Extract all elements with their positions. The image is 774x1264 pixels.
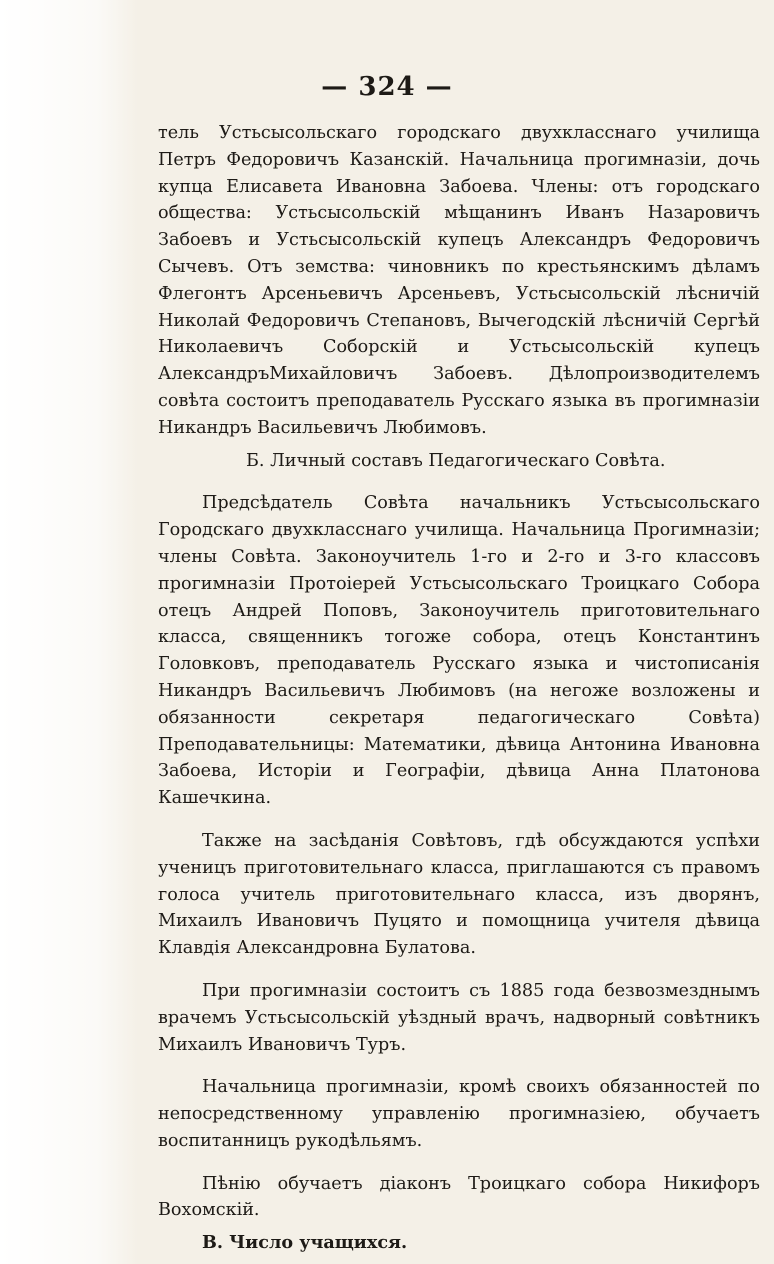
document-body xyxy=(158,120,760,1257)
paragraph-headmistress: Начальница прогимназіи, кромѣ своихъ обязанностей по непосредственному управленію прогимназіею, обучаетъ воспитанницъ рукодѣльямъ. xyxy=(158,1077,760,1151)
section-heading-b: Б. Личный составъ Педагогическаго Совѣта. xyxy=(246,450,666,471)
paragraph-pedagogical-council: Предсѣдатель Совѣта начальникъ Устьсысольскаго Городскаго двухкласснаго училища. Начальница Прогимназіи; члены Совѣта. Законоучитель 1-го и 2-го и 3-го классовъ прогимназіи Протоіерей Устьсысольскаго Троицкаго Собора отецъ Андрей Поповъ, Законоучитель приготовительнаго класса, священникъ тогоже собора, отецъ Константинъ Головковъ, преподаватель Русскаго языка и чистописанія Никандръ Васильевичъ Любимовъ (на негоже возложены и обязанности секретаря педагогическаго Совѣта) Преподавательницы: Математики, дѣвица Антонина Ивановна Забоева, Исторіи и Географіи, дѣвица Анна Платонова Кашечкина. xyxy=(158,493,760,809)
paragraph-meetings: Также на засѣданія Совѣтовъ, гдѣ обсуждаются успѣхи ученицъ приготовительнаго класса, приглашаются съ правомъ голоса учитель приготовительнаго класса, изъ дворянъ, Михаилъ Ивановичъ Пуцято и помощница учителя дѣвица Клавдія Александровна Булатова. xyxy=(158,830,760,959)
paragraph-singing: Пѣнію обучаетъ діаконъ Троицкаго собора Никифоръ Вохомскій. xyxy=(158,1173,760,1221)
paragraph-council-members: тель Устьсысольскаго городскаго двухкласснаго училища Петръ Федоровичъ Казанскій. Начальница прогимназіи, дочь купца Елисавета Ивановна Забоева. Члены: отъ городскаго общества: Устьсысольскій мѣщанинъ Иванъ Назаровичъ Забоевъ и Устьсысольскій купецъ Александръ Федоровичъ Сычевъ. Отъ земства: чиновникъ по крестьянскимъ дѣламъ Флегонтъ Арсеньевичъ Арсеньевъ, Устьсысольскій лѣсничій Николай Федоровичъ Степановъ, Вычегодскій лѣсничій Сергѣй Николаевичъ Соборскій и Устьсысольскій купецъ АлександръМихайловичъ Забоевъ. Дѣлопроизводителемъ совѣта состоитъ преподаватель Русскаго языка въ прогимназіи Никандръ Васильевичъ Любимовъ. xyxy=(158,123,760,438)
section-heading-v: В. Число учащихся. xyxy=(202,1232,408,1254)
page-margin xyxy=(0,0,138,1264)
page-number: — 324 — xyxy=(321,72,453,102)
paragraph-doctor: При прогимназіи состоитъ съ 1885 года безвозмезднымъ врачемъ Устьсысольскій уѣздный врачъ, надворный совѣтникъ Михаилъ Ивановичъ Туръ. xyxy=(158,980,760,1055)
